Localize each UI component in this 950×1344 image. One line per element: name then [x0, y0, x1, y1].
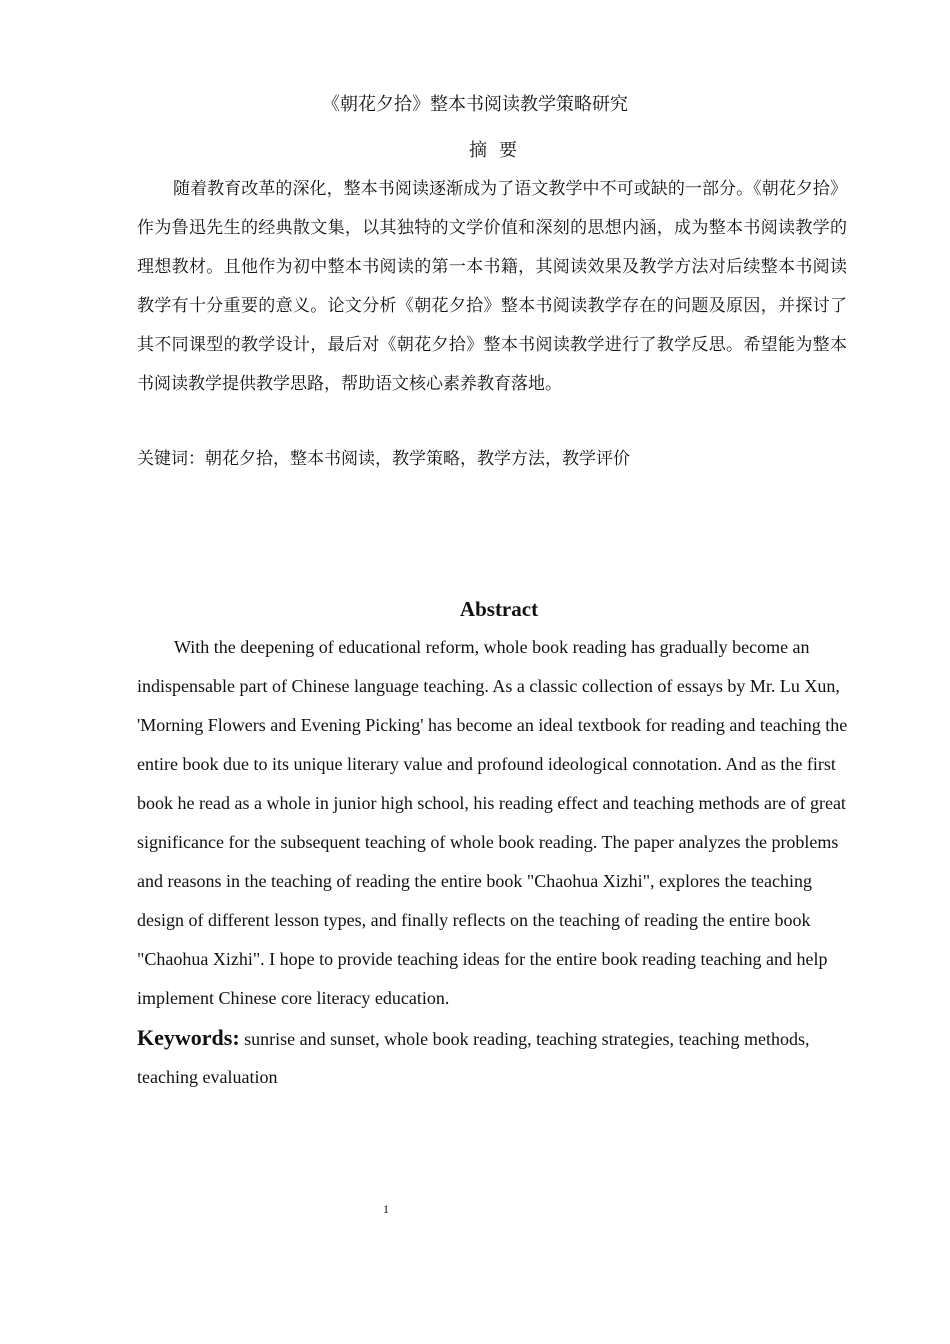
abstract-en-heading: Abstract — [459, 597, 539, 621]
keywords-en-label: Keywords: — [137, 1025, 240, 1050]
abstract-cn-heading: 摘要 — [469, 140, 529, 161]
keywords-cn — [137, 444, 847, 474]
keywords-en-text: sunrise and sunset, whole book reading, teaching strategies, teaching methods, teaching evaluation — [137, 1029, 810, 1087]
abstract-en-body: With the deepening of educational reform, whole book reading has gradually become an indispensable part of Chinese language teaching. As a classic collection of essays by Mr. Lu Xun, 'Morning Flowers and Evening Picking' has become an ideal textbook for reading and teaching the entire book due to its unique literary value and profound ideological connotation. And as the first book he read as a whole in junior high school, his reading effect and teaching methods are of great significance for the subsequent teaching of whole book reading. The paper analyzes the problems and reasons in the teaching of reading the entire book "Chaohua Xizhi", explores the teaching design of different lesson types, and finally reflects on the teaching of reading the entire book "Chaohua Xizhi". I hope to provide teaching ideas for the entire book reading teaching and help implement Chinese core literacy education. — [137, 637, 848, 1008]
abstract-cn-body: 随着教育改革的深化，整本书阅读逐渐成为了语文教学中不可或缺的一部分。《朝花夕拾》作为鲁迅先生的经典散文集，以其独特的文学价值和深刻的思想内涵，成为整本书阅读教学的理想教材。且他作为初中整本书阅读的第一本书籍，其阅读效果及教学方法对后续整本书阅读教学有十分重要的意义。论文分析《朝花夕拾》整本书阅读教学存在的问题及原因，并探讨了其不同课型的教学设计，最后对《朝花夕拾》整本书阅读教学进行了教学反思。希望能为整本书阅读教学提供教学思路，帮助语文核心素养教育落地。 — [137, 179, 847, 394]
keywords-en — [137, 1019, 857, 1096]
paper-title: 《朝花夕拾》整本书阅读教学策略研究 — [322, 94, 628, 115]
keywords-cn-label: 关键词： — [137, 449, 205, 469]
page-number: 1 — [383, 1202, 389, 1216]
keywords-cn-text: 朝花夕拾，整本书阅读，教学策略，教学方法，教学评价 — [205, 449, 630, 469]
